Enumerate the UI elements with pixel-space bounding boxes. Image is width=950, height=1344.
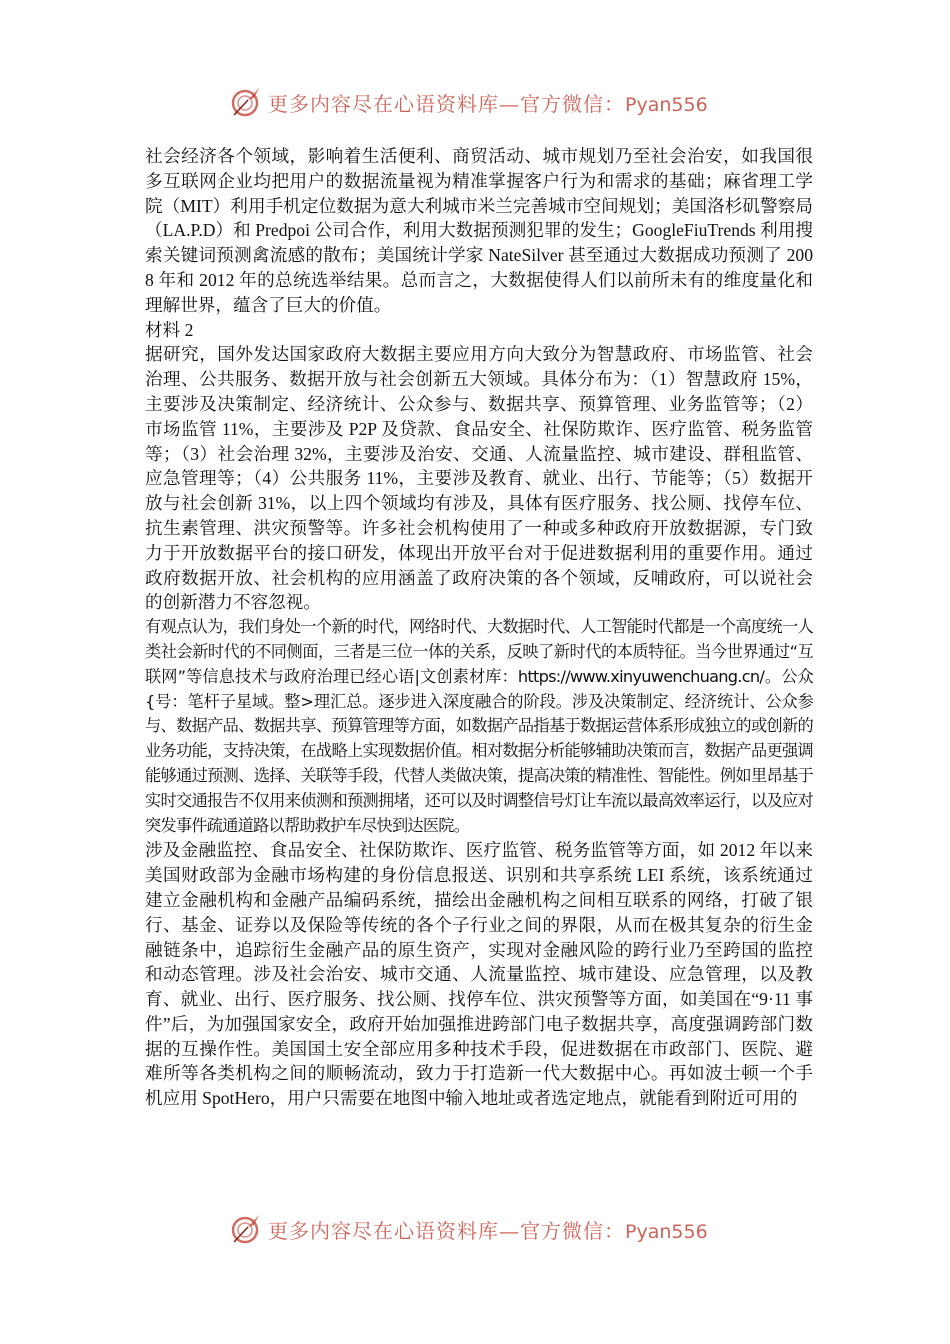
footer-watermark-text (268, 1215, 708, 1244)
header-watermark-banner (0, 82, 950, 122)
footer-watermark-handle: Pyan556 (625, 1220, 708, 1243)
paragraph-3: 有观点认为，我们身处一个新的时代，网络时代、大数据时代、人工智能时代都是一个高度统一人类社会新时代的不同侧面，三者是三位一体的关系，反映了新时代的本质特征。当今世界通过“互联网”等信息技术与政府治理已经心语|文创素材库：https://www.xinyuwenchuang.cn/。公众{号：笔杆子星域。整>理汇总。逐步进入深度融合的阶段。涉及决策制定、经济统计、公众参与、数据产品、数据共享、预算管理等方面，如数据产品指基于数据运营体系形成独立的或创新的业务功能，支持决策，在战略上实现数据价值。相对数据分析能够辅助决策而言，数据产品更强调能够通过预测、选择、关联等手段，代替人类做决策，提高决策的精准性、智能性。例如里昂基于实时交通报告不仅用来侦测和预测拥堵，还可以及时调整信号灯让车流以最高效率运行，以及应对突发事件疏通道路以帮助救护车尽快到达医院。 (145, 617, 813, 835)
quill-logo-icon (228, 1211, 264, 1247)
footer-watermark-label: 更多内容尽在心语资料库—官方微信： (268, 1218, 625, 1243)
footer-watermark-banner (0, 1209, 950, 1249)
header-watermark-text (268, 88, 708, 117)
paragraph-2: 据研究，国外发达国家政府大数据主要应用方向大致分为智慧政府、市场监管、社会治理、公共服务、数据开放与社会创新五大领域。具体分布为：（1）智慧政府 15%，主要涉及决策制定、经济统计、公众参与、数据共享、预算管理、业务监管等；（2）市场监管 11%，主要涉及 P2P 及贷款、食品安全、社保防欺诈、医疗监管、税务监管等；（3）社会治理 32%，主要涉及治安、交通、人流量监控、城市建设、群租监管、应急管理等；（4）公共服务 11%，主要涉及教育、就业、出行、节能等；（5）数据开放与社会创新 31%，以上四个领域均有涉及，具体有医疗服务、找公厕、找停车位、抗生素管理、洪灾预警等。许多社会机构使用了一种或多种政府开放数据源，专门致力于开放数据平台的接口研发，体现出开放平台对于促进数据利用的重要作用。通过政府数据开放、社会机构的应用涵盖了政府决策的各个领域，反哺政府，可以说社会的创新潜力不容忽视。 (145, 344, 813, 613)
document-body (145, 144, 813, 1111)
paragraph-1: 社会经济各个领域，影响着生活便利、商贸活动、城市规划乃至社会治安，如我国很多互联网企业均把用户的数据流量视为精准掌握客户行为和需求的基础；麻省理工学院（MIT）利用手机定位数据为意大利城市米兰完善城市空间规划；美国洛杉矶警察局（LA.P.D）和 Predpoi 公司合作，利用大数据预测犯罪的发生；GoogleFiuTrends 利用搜索关键词预测禽流感的散布；美国统计学家 NateSilver 甚至通过大数据成功预测了 2008 年和 2012 年的总统选举结果。总而言之，大数据使得人们以前所未有的维度量化和理解世界，蕴含了巨大的价值。 (145, 146, 813, 315)
header-watermark-label: 更多内容尽在心语资料库—官方微信： (268, 91, 625, 116)
material-2-heading: 材料 2 (145, 319, 194, 340)
paragraph-4: 涉及金融监控、食品安全、社保防欺诈、医疗监管、税务监管等方面，如 2012 年以来美国财政部为金融市场构建的身份信息报送、识别和共享系统 LEI 系统，该系统通过建立金融机构和金融产品编码系统，描绘出金融机构之间相互联系的网络，打破了银行、基金、证券以及保险等传统的各个子行业之间的界限，从而在极其复杂的衍生金融链条中，追踪衍生金融产品的原生资产，实现对金融风险的跨行业乃至跨国的监控和动态管理。涉及社会治安、城市交通、人流量监控、城市建设、应急管理，以及教育、就业、出行、医疗服务、找公厕、找停车位、洪灾预警等方面，如美国在“9·11 事件”后，为加强国家安全，政府开始加强推进跨部门电子数据共享，高度强调跨部门数据的互操作性。美国国土安全部应用多种技术手段，促进数据在市政部门、医院、避难所等各类机构之间的顺畅流动，致力于打造新一代大数据中心。再如波士顿一个手机应用 SpotHero，用户只需要在地图中输入地址或者选定地点，就能看到附近可用的 (145, 840, 813, 1109)
header-watermark-handle: Pyan556 (625, 93, 708, 116)
quill-logo-icon (228, 84, 264, 120)
